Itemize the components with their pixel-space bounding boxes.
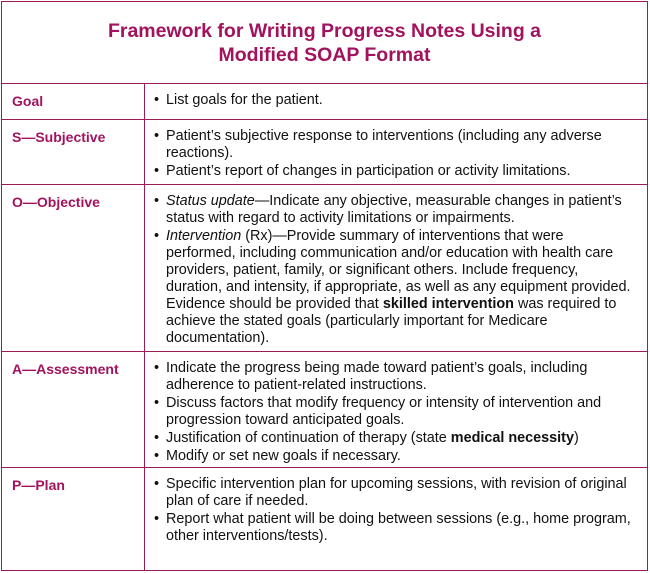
bullet-item: [154, 193, 637, 227]
row-label-subjective: S—Subjective: [2, 120, 145, 184]
row-content-subjective: [145, 120, 647, 184]
row-label-objective: O—Objective: [2, 185, 145, 351]
bullet-text: Discuss factors that modify frequency or intensity of intervention and progression toward anticipated goals.: [166, 395, 602, 428]
bullet-text: (Rx)—Provide summary of interventions that were performed, including communication and/or education with health care providers, patient, family, or significant others. Include frequency, duration, and intensity, if appropriate, as well as any equipment provided. Evidence should be provided that: [166, 228, 631, 312]
bullet-item: [154, 430, 637, 447]
row-label-assessment: A—Assessment: [2, 352, 145, 467]
row-content-goal: [145, 84, 647, 119]
row-content-assessment: [145, 352, 647, 467]
bullet-item: [154, 476, 637, 510]
bullet-text: was required to achieve the stated goals (particularly important for Medicare documentation).: [166, 296, 617, 346]
bullet-text: Report what patient will be doing between sessions (e.g., home program, other interventions/tests).: [166, 511, 631, 544]
bullet-bold-term: medical necessity: [450, 430, 574, 446]
row-label-goal: Goal: [2, 84, 145, 119]
bullet-italic-lead: Intervention: [166, 228, 242, 244]
bullet-text: ): [573, 430, 579, 446]
bullet-item: [154, 511, 637, 545]
bullet-text: Patient’s subjective response to interventions (including any adverse reactions).: [166, 128, 602, 161]
row-objective: [2, 185, 647, 352]
bullet-item: [154, 228, 637, 347]
row-content-objective: [145, 185, 647, 351]
bullet-item: [154, 448, 637, 465]
bullet-item: [154, 395, 637, 429]
row-content-plan: [145, 468, 647, 570]
soap-table: [1, 1, 648, 571]
bullet-item: [154, 163, 637, 180]
bullet-bold-term: skilled intervention: [382, 296, 514, 312]
bullet-text: Patient’s report of changes in participation or activity limitations.: [166, 163, 571, 179]
bullet-text: List goals for the patient.: [166, 92, 323, 108]
table-title: [2, 2, 647, 84]
title-line-2: Modified SOAP Format: [218, 43, 431, 66]
bullet-item: [154, 360, 637, 394]
row-assessment: [2, 352, 647, 468]
row-goal: [2, 84, 647, 120]
bullet-italic-lead: Status update: [166, 193, 255, 209]
bullet-text: —Indicate any objective, measurable changes in patient’s status with regard to activity limitations or impairments.: [166, 193, 622, 226]
bullet-text: Specific intervention plan for upcoming sessions, with revision of original plan of care if needed.: [166, 476, 627, 509]
row-subjective: [2, 120, 647, 185]
title-line-1: Framework for Writing Progress Notes Using a: [107, 19, 542, 42]
bullet-text: Indicate the progress being made toward patient’s goals, including adherence to patient-related instructions.: [166, 360, 588, 393]
bullet-text: Modify or set new goals if necessary.: [166, 448, 401, 464]
row-label-plan: P—Plan: [2, 468, 145, 570]
bullet-item: [154, 92, 637, 109]
row-plan: [2, 468, 647, 570]
bullet-text: Justification of continuation of therapy (state: [166, 430, 451, 446]
bullet-item: [154, 128, 637, 162]
